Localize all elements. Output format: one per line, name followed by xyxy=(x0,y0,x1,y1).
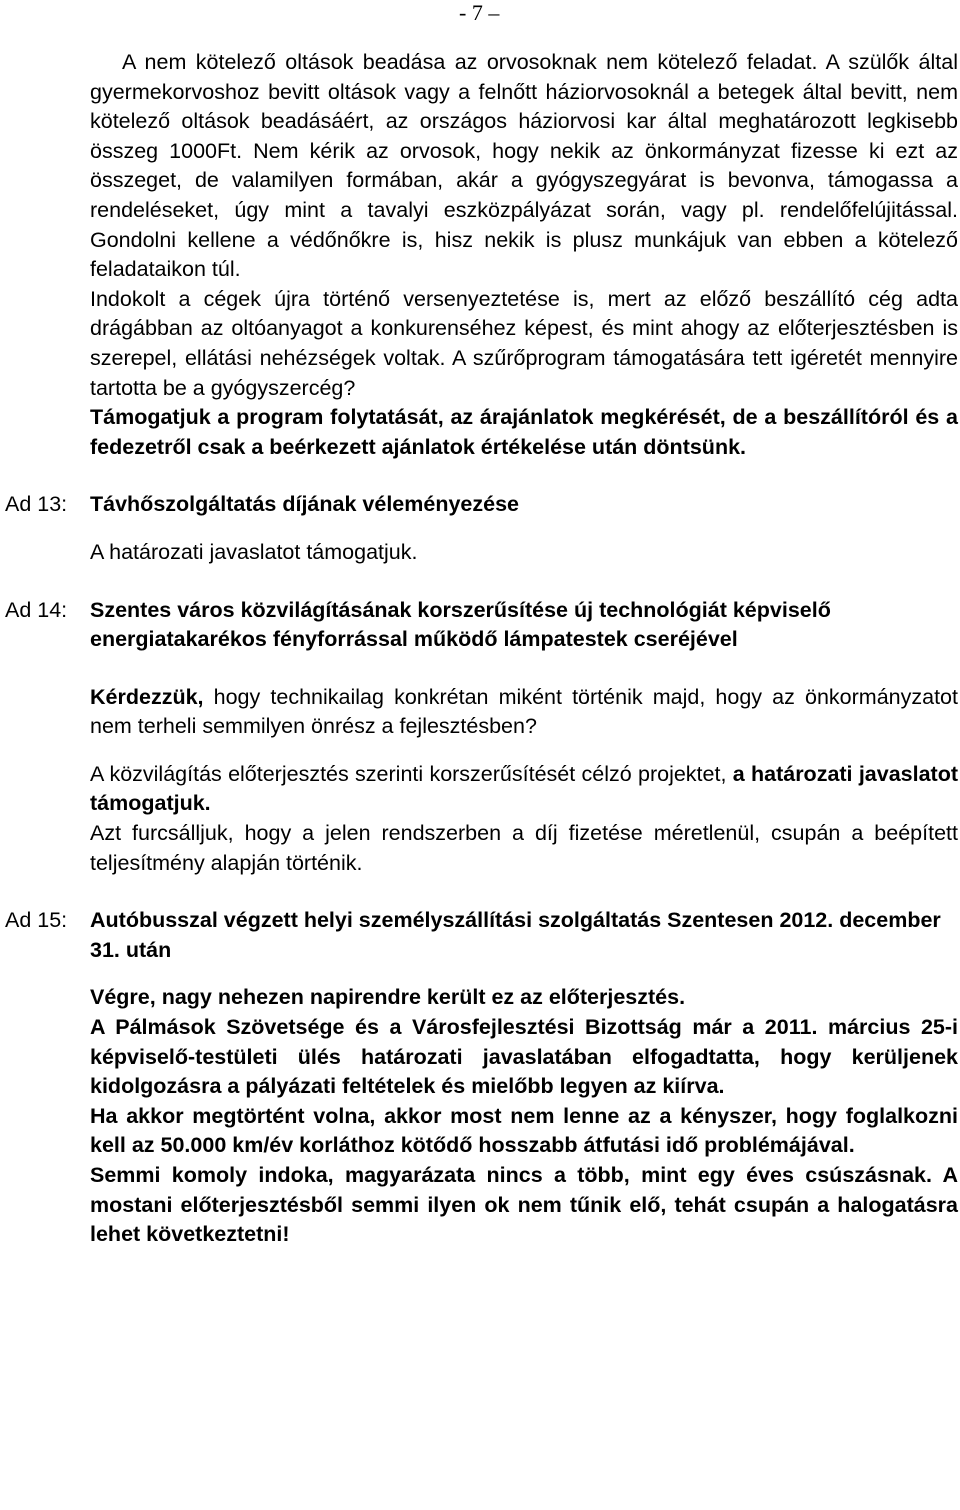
intro-paragraph-1: A nem kötelező oltások beadása az orvosoknak nem kötelező feladat. A szülők által gyermekorvoshoz bevitt oltások vagy a felnőtt háziorvosoknál a betegek által bevitt, nem kötelező oltások beadásáért, az országos háziorvosi kar által meghatározott legkisebb összeg 1000Ft. Nem kérik az orvosok, hogy nekik az önkormányzat fizesse ki ezt az összeget, de valamilyen formában, akár a gyógyszegyárat is bevonva, támogassa a rendeléseket, úgy mint a tavalyi eszközpályázat során, vagy pl. rendelőfelújitással. Gondolni kellene a védőnőkre is, hisz nekik is plusz munkájuk van ebben a kötelező feladataikon túl. xyxy=(90,50,958,282)
agenda-item-15-paragraph-4: Semmi komoly indoka, magyarázata nincs a több, mint egy éves csúszásnak. A mostani előterjesztésből semmi ilyen ok nem tűnik elő, tehát csupán a halogatásra lehet következtetni! xyxy=(90,1163,958,1247)
agenda-item-13-label: Ad 13: xyxy=(5,492,68,517)
agenda-item-14-support-bold: a határozati javaslatot támogatjuk. xyxy=(90,761,959,816)
intro-paragraph-2: Indokolt a cégek újra történő versenyeztetése is, mert az előző beszállító cég adta drágábban az oltóanyagot a konkurenséhez képest, és mint ahogy az előterjesztésben is szerepel, ellátási nehézségek voltak. A szűrőprogram támogatására tett igéretét mennyire tartotta be a gyógyszercég? xyxy=(90,286,958,400)
agenda-item-14-question-lead: Kérdezzük, xyxy=(90,684,204,709)
agenda-item-15-paragraph-1: Végre, nagy nehezen napirendre került ez az előterjesztés. xyxy=(90,985,686,1010)
agenda-item-14-remark: Azt furcsálljuk, hogy a jelen rendszerben a díj fizetése méretlenül, csupán a beépített teljesítmény alapján történik. xyxy=(90,821,958,875)
agenda-item-13-text: A határozati javaslatot támogatjuk. xyxy=(90,539,418,564)
agenda-item-15 xyxy=(5,906,958,1250)
agenda-item-14-support-text: A közvilágítás előterjesztés szerinti korszerűsítését célzó projektet, xyxy=(90,761,733,786)
agenda-item-15-paragraph-2: A Pálmások Szövetsége és a Városfejlesztési Bizottság már a 2011. március 25-i képviselő-testületi ülés határozati javaslatában elfogadtatta, hogy kerüljenek kidolgozásra a pályázati feltételek és mielőbb legyen az kiírva. xyxy=(90,1015,958,1099)
agenda-item-14 xyxy=(5,596,959,879)
agenda-item-15-title: Autóbusszal végzett helyi személyszállítási szolgáltatás Szentesen 2012. december 31. után xyxy=(90,908,941,962)
page-number: - 7 – xyxy=(459,0,500,25)
intro-paragraph-3: Támogatjuk a program folytatását, az árajánlatok megkérését, de a beszállítóról és a fedezetről csak a beérkezett ajánlatok értékelése után döntsünk. xyxy=(90,405,958,459)
agenda-item-14-question xyxy=(90,683,958,742)
document-body xyxy=(5,48,959,1250)
agenda-item-14-question-text: hogy technikailag konkrétan miként történik majd, hogy az önkormányzatot nem terheli semmilyen önrész a fejlesztésben? xyxy=(90,684,958,739)
agenda-item-14-support xyxy=(90,760,958,819)
agenda-item-14-label: Ad 14: xyxy=(5,597,68,622)
agenda-item-15-label: Ad 15: xyxy=(5,908,68,933)
agenda-item-15-paragraph-3: Ha akkor megtörtént volna, akkor most nem lenne az a kényszer, hogy foglalkozni kell az 50.000 km/év korláthoz kötődő hosszabb átfutási idő problémájával. xyxy=(90,1103,958,1158)
agenda-item-13-title: Távhőszolgáltatás díjának véleményezése xyxy=(90,492,520,517)
agenda-item-13 xyxy=(5,490,958,567)
agenda-item-14-title: Szentes város közvilágításának korszerűsítése új technológiát képviselő energiatakarékos fényforrással működő lámpatestek cseréjével xyxy=(90,597,831,652)
